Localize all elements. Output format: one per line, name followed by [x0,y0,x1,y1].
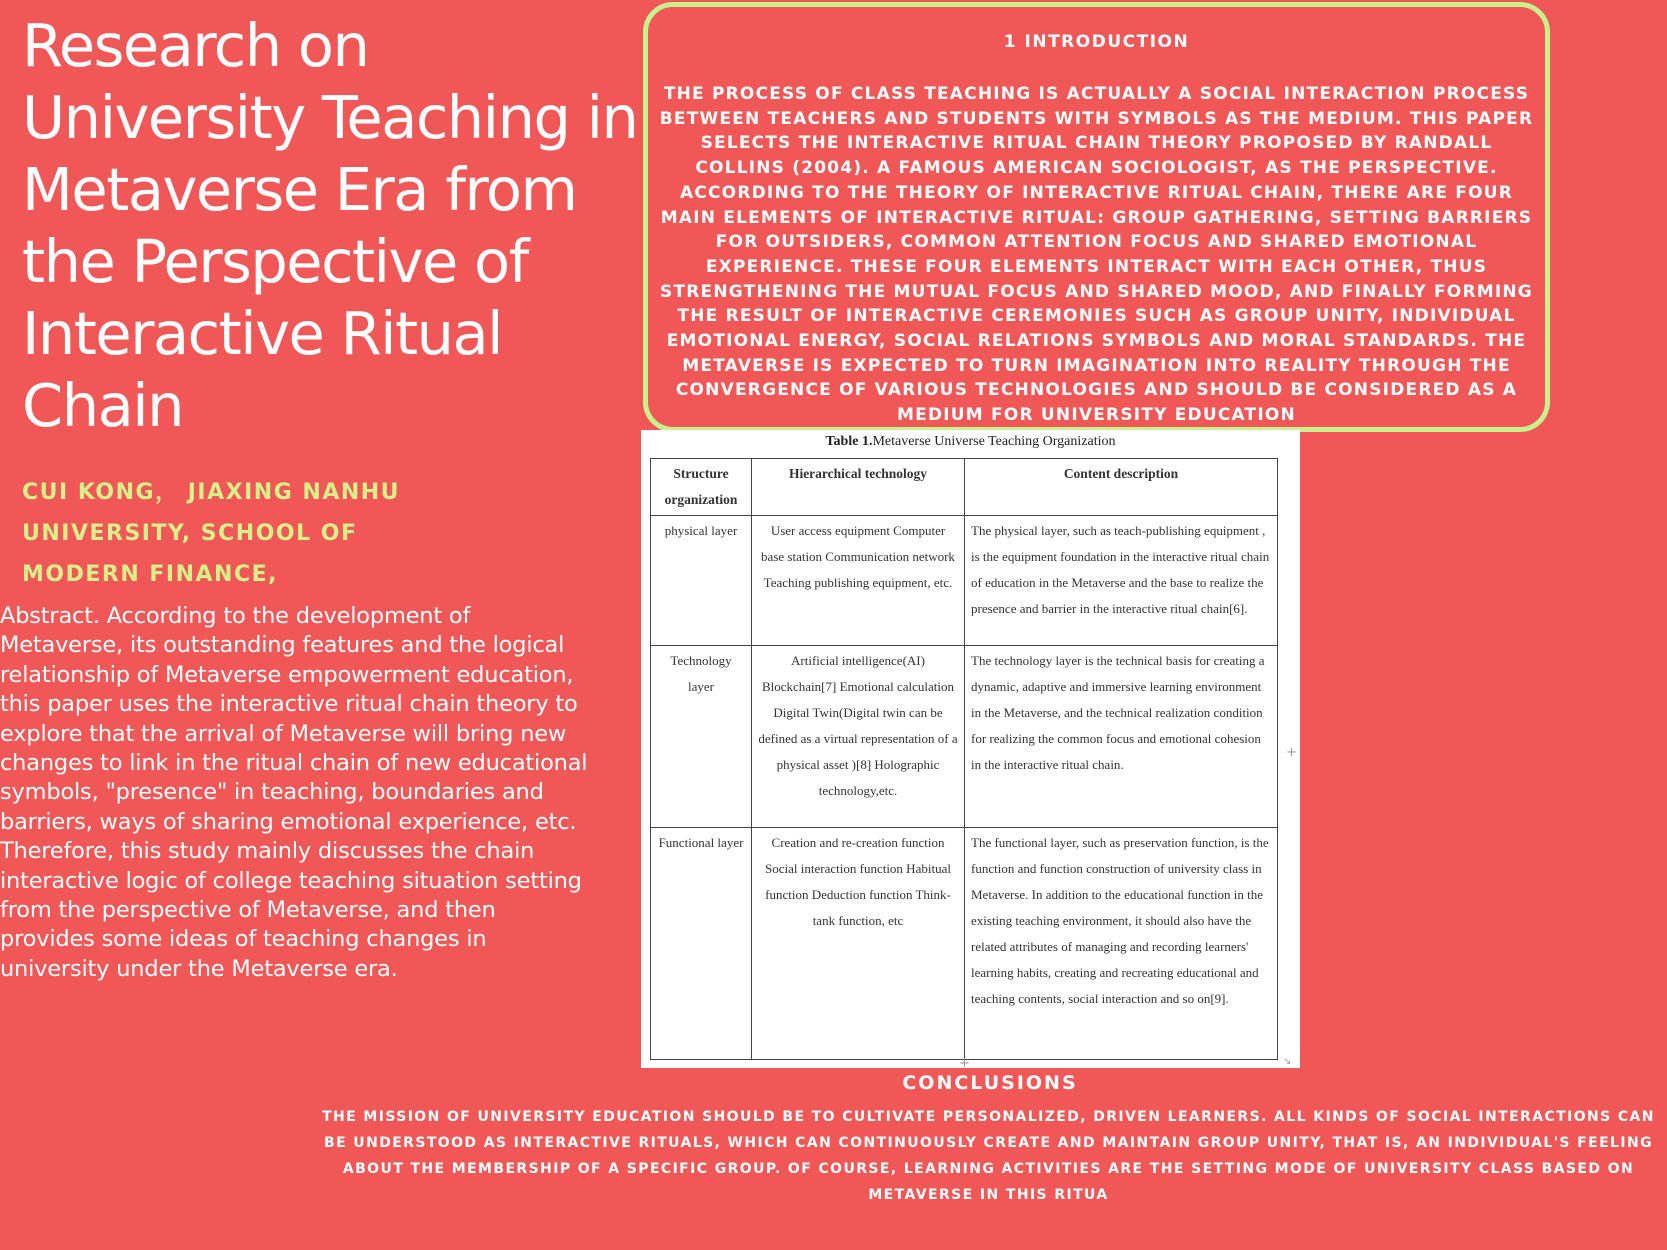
table-figure [641,430,1300,1071]
table-row [651,646,1278,828]
conclusions-heading: CONCLUSIONS [902,1072,1078,1094]
header-structure: Structure organization [651,459,752,516]
poster-title: Research on University Teaching in Metaverse Era from the Perspective of Interactive Ritual Chain [22,11,638,440]
cell-technology: Artificial intelligence(AI) Blockchain[7] Emotional calculation Digital Twin(Digital twin can be defined as a virtual representation of a physical asset )[8] Holographic technology,etc. [752,646,965,828]
table-header-row [651,459,1278,516]
cell-description: The functional layer, such as preservation function, is the function and function construction of university class in Metaverse. In addition to the educational function in the existing teaching environment, it should also have the related attributes of managing and recording learners' learning habits, creating and recreating educational and teaching contents, social interaction and so on[9]. [965,828,1278,1060]
table-caption [641,434,1300,454]
table-caption-label: Table 1. [825,434,873,449]
cell-description: The physical layer, such as teach-publishing equipment , is the equipment foundation in the interactive ritual chain of education in the Metaverse and the base to realize the presence and barrier in the interactive ritual chain[6]. [965,516,1278,646]
cell-technology: Creation and re-creation function Social interaction function Habitual function Deduction function Think-tank function, etc [752,828,965,1060]
header-description: Content description [965,459,1278,516]
table-caption-title: Metaverse Universe Teaching Organization [872,434,1116,449]
cell-structure: Functional layer [651,828,752,1060]
table-row [651,516,1278,646]
cell-structure: Technology layer [651,646,752,828]
introduction-box [643,2,1550,432]
add-column-icon[interactable]: + [1286,745,1297,760]
add-row-icon[interactable]: + [959,1056,970,1071]
introduction-text: THE PROCESS OF CLASS TEACHING IS ACTUALLY A SOCIAL INTERACTION PROCESS BETWEEN TEACHERS AND STUDENTS WITH SYMBOLS AS THE MEDIUM. THIS PAPER SELECTS THE INTERACTIVE RITUAL CHAIN THEORY PROPOSED BY RANDALL COLLINS (2004). A FAMOUS AMERICAN SOCIOLOGIST, AS THE PERSPECTIVE. ACCORDING TO THE THEORY OF INTERACTIVE RITUAL CHAIN, THERE ARE FOUR MAIN ELEMENTS OF INTERACTIVE RITUAL: GROUP GATHERING, SETTING BARRIERS FOR OUTSIDERS, COMMON ATTENTION FOCUS AND SHARED EMOTIONAL EXPERIENCE. THESE FOUR ELEMENTS INTERACT WITH EACH OTHER, THUS STRENGTHENING THE MUTUAL FOCUS AND SHARED MOOD, AND FINALLY FORMING THE RESULT OF INTERACTIVE CEREMONIES SUCH AS GROUP UNITY, INDIVIDUAL EMOTIONAL ENERGY, SOCIAL RELATIONS SYMBOLS AND MORAL STANDARDS. THE METAVERSE IS EXPECTED TO TURN IMAGINATION INTO REALITY THROUGH THE CONVERGENCE OF VARIOUS TECHNOLOGIES AND SHOULD BE CONSIDERED AS A MEDIUM FOR UNIVERSITY EDUCATION [659,84,1534,426]
cell-structure: physical layer [651,516,752,646]
cell-technology: User access equipment Computer base station Communication network Teaching publishing equipment, etc. [752,516,965,646]
resize-handle-icon[interactable]: ↘ [1283,1056,1292,1067]
metaverse-table [650,458,1278,1060]
cell-description: The technology layer is the technical basis for creating a dynamic, adaptive and immersive learning environment in the Metaverse, and the technical realization condition for realizing the common focus and emotional cohesion in the interactive ritual chain. [965,646,1278,828]
header-technology: Hierarchical technology [752,459,965,516]
poster-authors: CUI KONG， JIAXING NANHU UNIVERSITY, SCHOOL OF MODERN FINANCE, [22,480,401,587]
introduction-heading: 1 INTRODUCTION [1003,32,1190,52]
abstract-text: Abstract. According to the development of Metaverse, its outstanding features and the logical relationship of Metaverse empowerment education, this paper uses the interactive ritual chain theory to explore that the arrival of Metaverse will bring new changes to link in the ritual chain of new educational symbols, "presence" in teaching, boundaries and barriers, ways of sharing emotional experience, etc. Therefore, this study mainly discusses the chain interactive logic of college teaching situation setting from the perspective of Metaverse, and then provides some ideas of teaching changes in university under the Metaverse era. [0,603,588,982]
table-row [651,828,1278,1060]
conclusions-text: THE MISSION OF UNIVERSITY EDUCATION SHOULD BE TO CULTIVATE PERSONALIZED, DRIVEN LEARNERS. ALL KINDS OF SOCIAL INTERACTIONS CAN BE UNDERSTOOD AS INTERACTIVE RITUALS, WHICH CAN CONTINUOUSLY CREATE AND MAINTAIN GROUP UNITY, THAT IS, AN INDIVIDUAL'S FEELING ABOUT THE MEMBERSHIP OF A SPECIFIC GROUP. OF COURSE, LEARNING ACTIVITIES ARE THE SETTING MODE OF UNIVERSITY CLASS BASED ON METAVERSE IN THIS RITUA [322,1109,1655,1203]
